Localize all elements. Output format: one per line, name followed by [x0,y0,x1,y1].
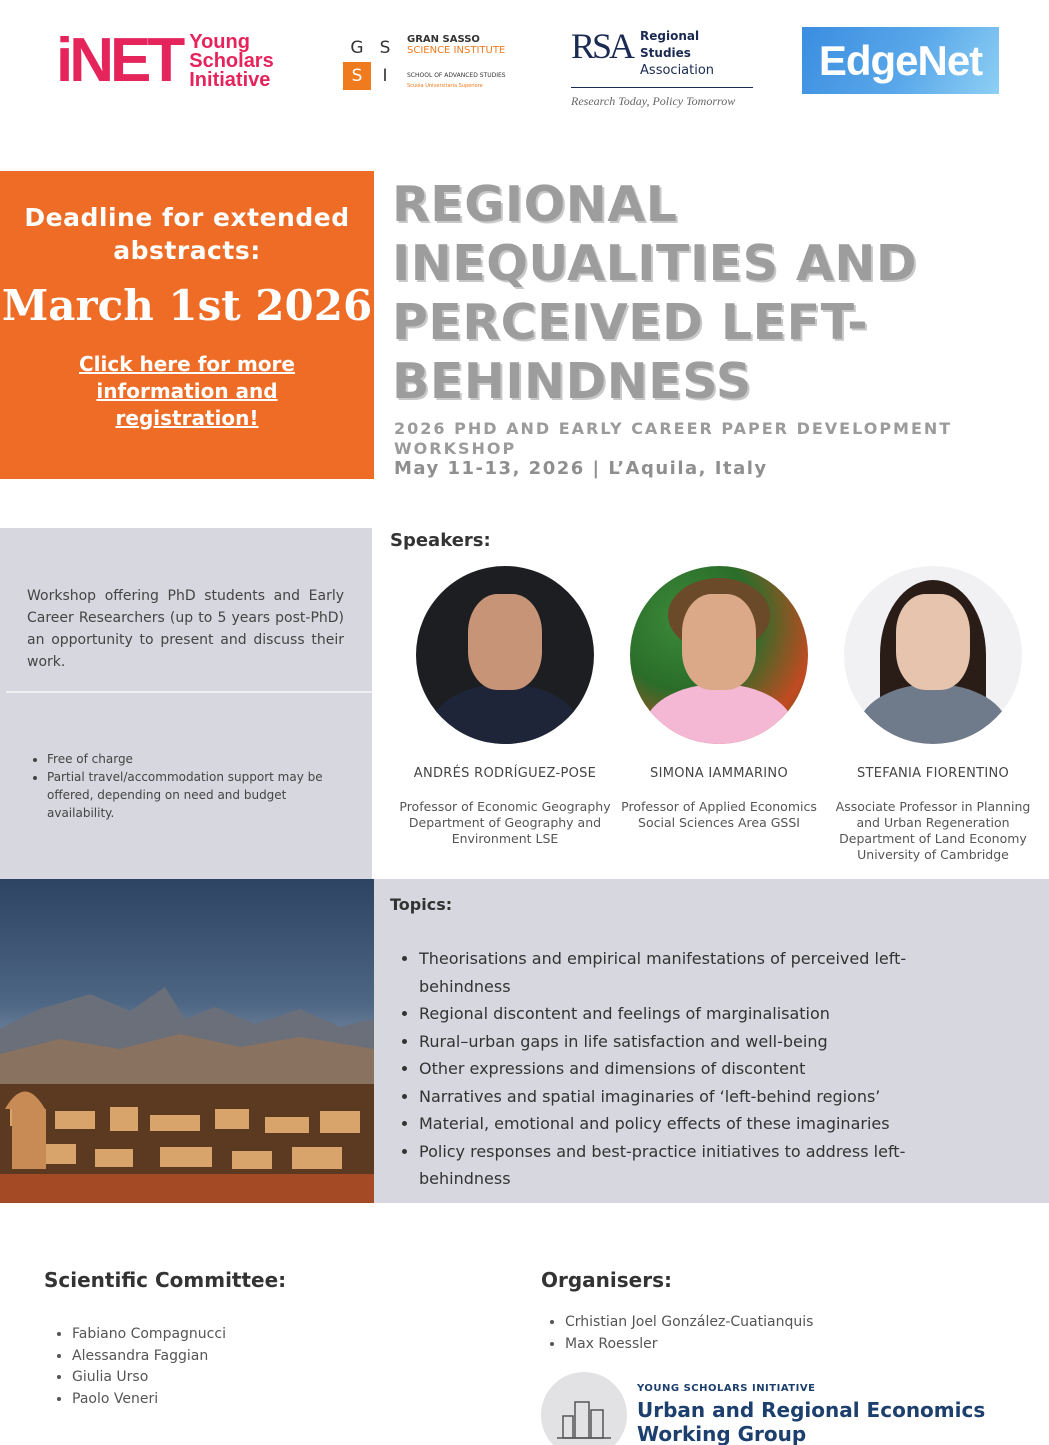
list-item: • Theorisations and empirical manifestations of perceived left-behindness [419,945,959,1000]
list-item: • Other expressions and dimensions of discontent [419,1055,959,1083]
organisers-heading: Organisers: [541,1268,673,1292]
list-item: • Material, emotional and policy effects of these imaginaries [419,1110,959,1138]
inet-ysi-logo [56,26,274,95]
rsa-divider [571,87,753,88]
speaker-photo [416,566,594,744]
gssi-line-2: SCIENCE INSTITUTE [407,45,506,56]
inet-subtitle [189,30,274,91]
list-item: • Giulia Urso [72,1367,226,1389]
deadline-box [0,171,374,479]
gssi-cell: I [382,66,388,86]
speaker-photo [630,566,808,744]
city-landscape-image [0,879,374,1203]
gssi-cell: G [350,38,364,58]
working-group-logo [541,1372,1049,1445]
speaker-role: Professor of Applied Economics Social Sciences Area GSSI [621,799,817,830]
speaker-role: Professor of Economic Geography Department of Geography and Environment LSE [399,799,611,846]
topics-panel [374,879,1049,1203]
gssi-cell: S [379,38,391,58]
deadline-date: March 1st 2026 [1,281,373,330]
list-item: • Free of charge [47,750,343,768]
speaker-role: Associate Professor in Planning and Urban Regeneration Department of Land Economy University of Cambridge [835,799,1031,862]
rsa-logo [571,28,753,109]
buildings-icon [541,1372,627,1445]
deadline-label: Deadline for extended abstracts: [24,203,350,265]
topics-heading: Topics: [390,895,453,914]
workshop-subtitle: 2026 PHD AND EARLY CAREER PAPER DEVELOPMENT WORKSHOP [394,419,953,458]
registration-link[interactable]: Click here for more information and registration! [79,352,295,430]
list-item: • Max Roessler [565,1334,813,1356]
list-item: • Fabiano Compagnucci [72,1324,226,1346]
committee-heading: Scientific Committee: [44,1268,287,1292]
gssi-line-3: SCHOOL OF ADVANCED STUDIES [407,72,506,79]
inet-line-1: Young [189,30,250,53]
list-item: • Partial travel/accommodation support may be offered, depending on need and budget availability. [47,768,343,822]
speaker-name: STEFANIA FIORENTINO [856,766,1010,781]
speaker-card [608,566,830,831]
workshop-intro: Workshop offering PhD students and Early Career Researchers (up to 5 years post-PhD) an opportunity to present and discuss their work. [27,588,344,670]
inet-line-2: Scholars [189,49,274,72]
list-item: • Alessandra Faggian [72,1346,226,1368]
wg-name: Urban and Regional Economics Working Group [637,1398,986,1445]
speaker-name: SIMONA IAMMARINO [650,766,788,781]
mountain-town-illustration [0,879,374,1203]
rsa-line-2: Association [640,63,715,78]
list-item: • Paolo Veneri [72,1389,226,1411]
committee-list [58,1324,226,1410]
logo-bar [0,0,1049,130]
gssi-grid [343,34,399,90]
speaker-name: ANDRÉS RODRÍGUEZ-POSE [413,766,597,781]
gssi-line-1: GRAN SASSO [407,34,480,45]
list-item: • Policy responses and best-practice initiatives to address left-behindness [419,1138,959,1193]
rsa-line-1: Regional Studies [640,29,700,60]
info-panel [0,528,372,879]
rsa-mark: RSA [571,26,633,66]
wg-initiative-label: YOUNG SCHOLARS INITIATIVE [637,1383,816,1394]
topics-list [419,945,959,1193]
edgenet-logo [802,27,999,94]
event-dates: May 11-13, 2026 | L’Aquila, Italy [394,458,768,479]
gssi-cell: S [343,62,371,90]
list-item: • Regional discontent and feelings of marginalisation [419,1000,959,1028]
speaker-card [822,566,1044,863]
inet-line-3: Initiative [189,68,271,91]
speaker-card [394,566,616,847]
organisers-list [551,1312,813,1355]
list-item: • Rural–urban gaps in life satisfaction and well-being [419,1028,959,1056]
panel-divider [6,691,372,693]
page-title: REGIONAL INEQUALITIES AND PERCEIVED LEFT-BEHINDNESS [392,176,918,410]
rsa-name [640,28,753,79]
speaker-photo [844,566,1022,744]
inet-wordmark: iNET [56,26,182,95]
speakers-heading: Speakers: [390,530,491,551]
list-item: • Crhistian Joel González-Cuatianquis [565,1312,813,1334]
gssi-line-4: Scuola Universitaria Superiore [407,83,483,89]
gssi-logo [343,34,506,92]
list-item: • Narratives and spatial imaginaries of ‘left-behind regions’ [419,1083,959,1111]
rsa-tagline: Research Today, Policy Tomorrow [571,94,736,108]
edgenet-wordmark: EdgeNet [818,36,983,84]
perks-list [33,750,343,822]
gssi-text [407,34,506,92]
